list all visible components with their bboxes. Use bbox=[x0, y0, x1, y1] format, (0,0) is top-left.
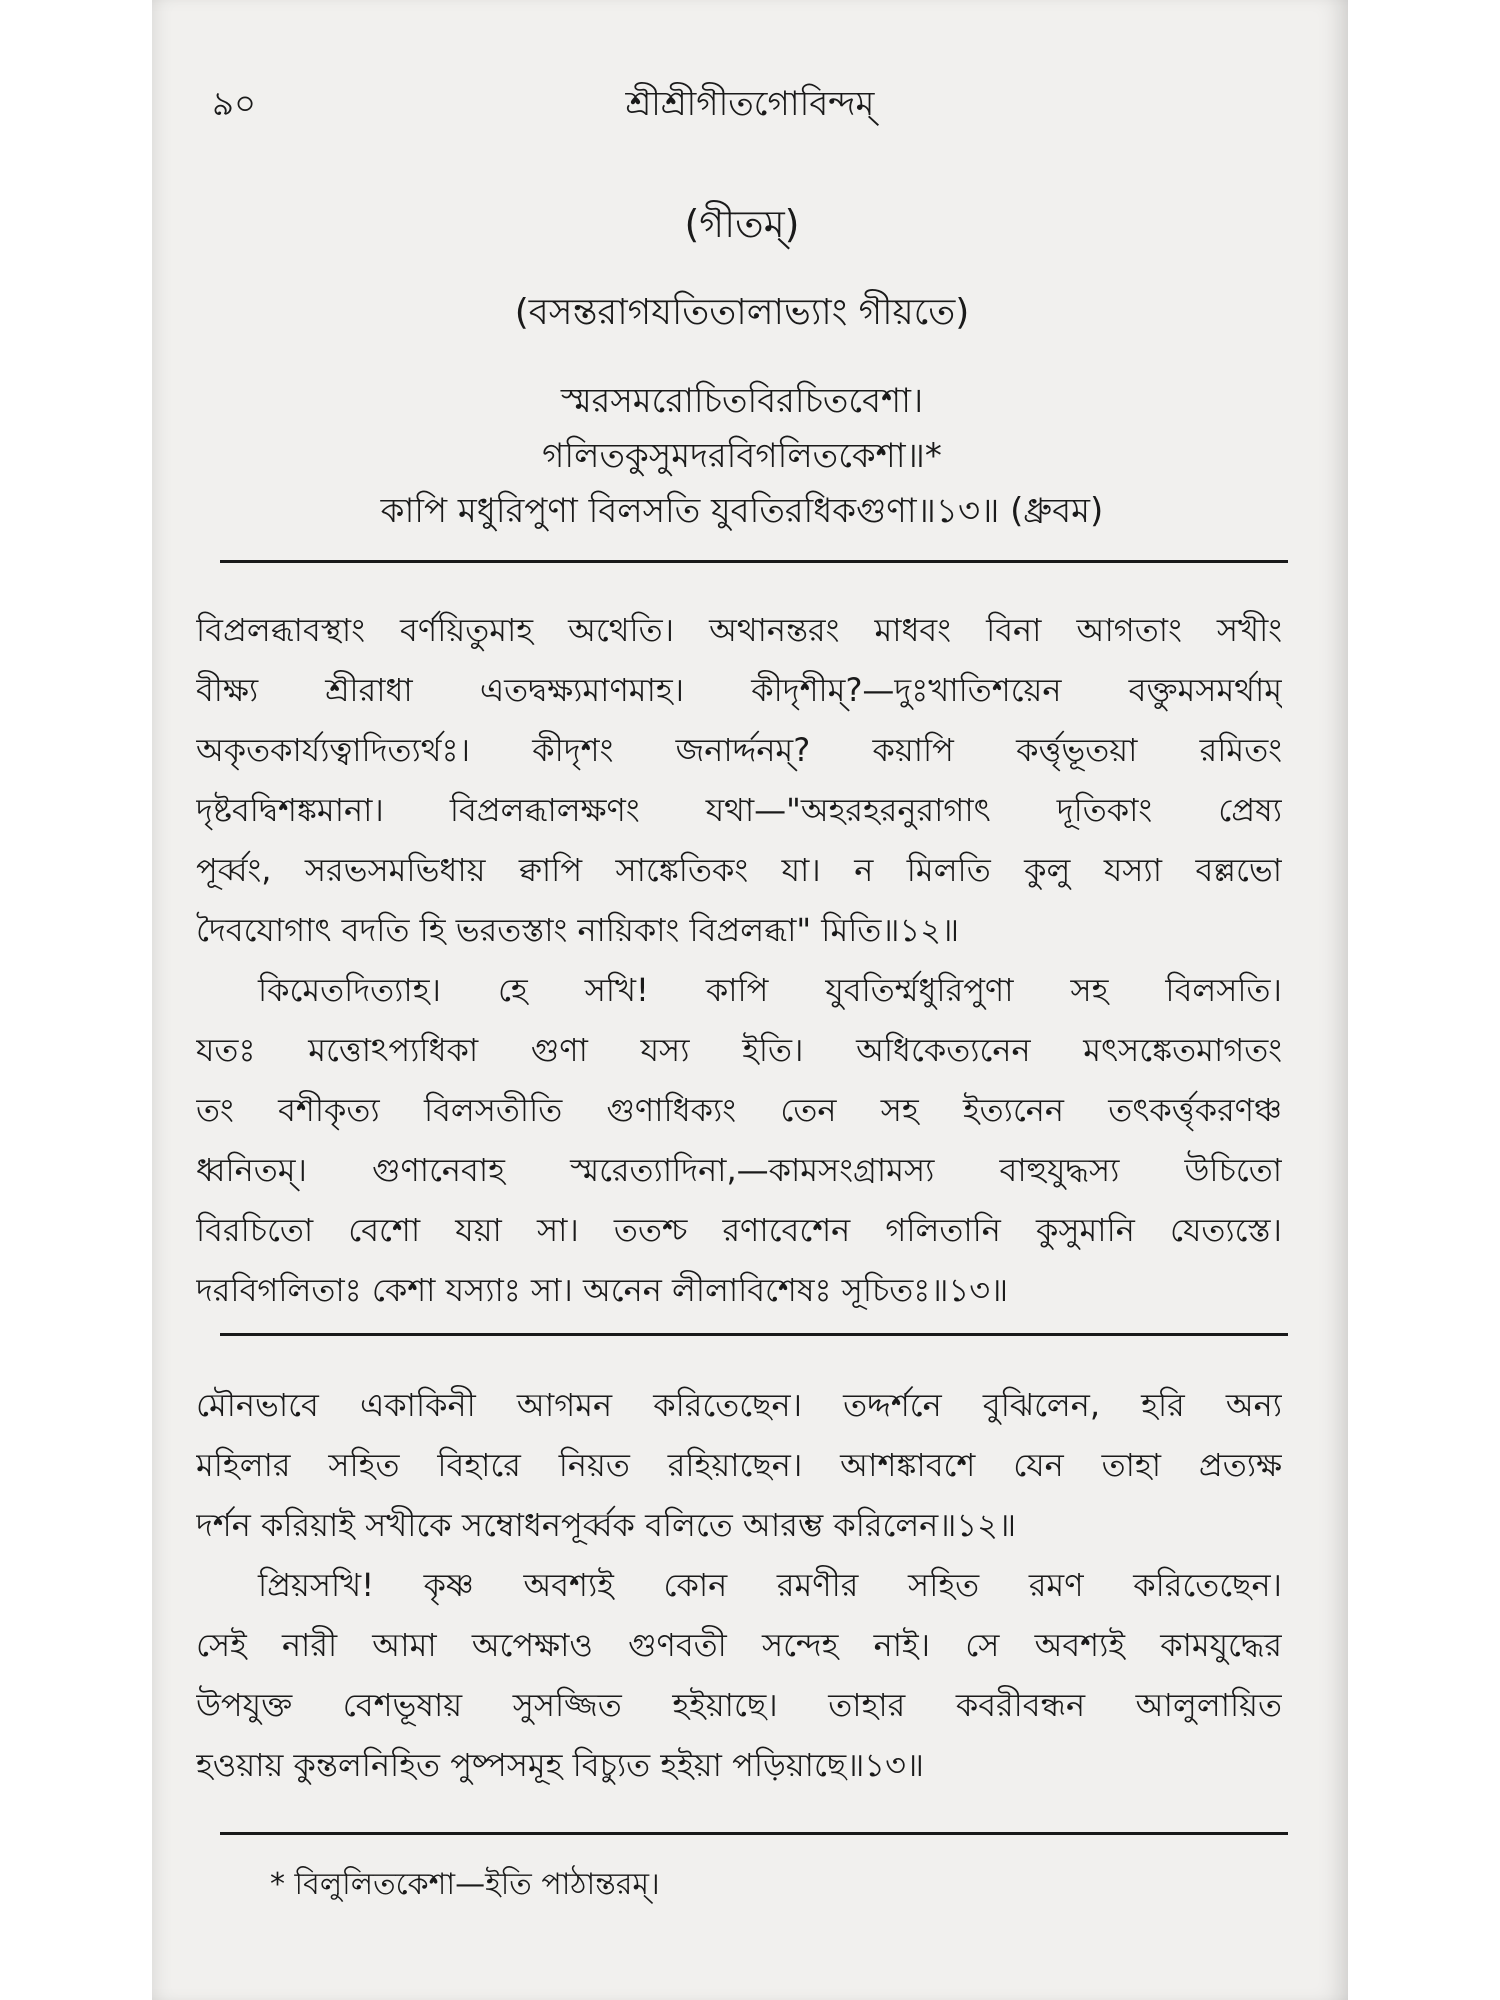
divider-rule bbox=[220, 1832, 1288, 1835]
text-line: যতঃ মত্তোঽপ্যধিকা গুণা যস্য ইতি। অধিকেত্যনেন মৎসঙ্কেতমাগতং bbox=[196, 1031, 1282, 1069]
text-line: দরবিগলিতাঃ কেশা যস্যাঃ সা। অনেন লীলাবিশেষঃ সূচিতঃ॥১৩॥ bbox=[196, 1271, 1009, 1309]
verse-refrain-line: কাপি মধুরিপুণা বিলসতি যুবতিরধিকগুণা॥১৩॥ (ধ্রুবম) bbox=[380, 491, 1104, 531]
text-line: অকৃতকার্য্যত্বাদিত্যর্থঃ। কীদৃশং জনার্দ্দনম্? কয়াপি কর্ত্তৃভূতয়া রমিতং bbox=[196, 731, 1282, 769]
text-line: দৃষ্টবদ্বিশঙ্কমানা। বিপ্রলব্ধালক্ষণং যথা—"অহরহরনুরাগাৎ দূতিকাং প্রেষ্য bbox=[196, 791, 1282, 829]
text-line: বিরচিতো বেশো যয়া সা। ততশ্চ রণাবেশেন গলিতানি কুসুমানি যেত্যস্তে। bbox=[196, 1211, 1282, 1249]
text-line: বীক্ষ্য শ্রীরাধা এতদ্বক্ষ্যমাণমাহ। কীদৃশীম্?—দুঃখাতিশয়েন বক্তুমসমর্থাম্ bbox=[196, 671, 1282, 709]
text-line: মহিলার সহিত বিহারে নিয়ত রহিয়াছেন। আশঙ্কাবশে যেন তাহা প্রত্যক্ষ bbox=[196, 1446, 1282, 1484]
text-line: পূর্ব্বং, সরভসমভিধায় ক্বাপি সাঙ্কেতিকং যা। ন মিলতি কুলু যস্যা বল্লভো bbox=[196, 851, 1282, 889]
verse-line-1: স্মরসমরোচিতবিরচিতবেশা। bbox=[560, 381, 924, 421]
commentary-paragraph-2 bbox=[196, 960, 1282, 1320]
book-page bbox=[152, 0, 1348, 2000]
text-line: সেই নারী আমা অপেক্ষাও গুণবতী সন্দেহ নাই। সে অবশ্যই কামযুদ্ধের bbox=[196, 1626, 1282, 1664]
text-line: ধ্বনিতম্। গুণানেবাহ স্মরেত্যাদিনা,—কামসংগ্রামস্য বাহুযুদ্ধস্য উচিতো bbox=[196, 1151, 1282, 1189]
commentary-paragraph-1 bbox=[196, 600, 1282, 960]
divider-rule bbox=[220, 560, 1288, 563]
text-line: বিপ্রলব্ধাবস্থাং বর্ণয়িতুমাহ অথেতি। অথানন্তরং মাধবং বিনা আগতাং সখীং bbox=[196, 611, 1282, 649]
text-line: প্রিয়সখি! কৃষ্ণ অবশ্যই কোন রমণীর সহিত রমণ করিতেছেন। bbox=[258, 1566, 1282, 1604]
song-title: (গীতম্) bbox=[684, 202, 800, 246]
page-number: ৯০ bbox=[212, 84, 257, 124]
running-title: শ্রীশ্রীগীতগোবিন্দম্ bbox=[625, 84, 875, 124]
raga-tala-line: (বসন্তরাগযতিতালাভ্যাং গীয়তে) bbox=[514, 292, 970, 333]
page-header bbox=[182, 78, 1318, 128]
text-line: উপযুক্ত বেশভূষায় সুসজ্জিত হইয়াছে। তাহার কবরীবন্ধন আলুলায়িত bbox=[196, 1686, 1282, 1724]
text-line: দৈবযোগাৎ বদতি হি ভরতস্তাং নায়িকাং বিপ্রলব্ধা" মিতি॥১২॥ bbox=[196, 911, 960, 949]
footnote: * বিলুলিতকেশা—ইতি পাঠান্তরম্। bbox=[270, 1867, 660, 1902]
divider-rule bbox=[220, 1333, 1288, 1336]
text-line: তং বশীকৃত্য বিলসতীতি গুণাধিক্যং তেন সহ ইত্যনেন তৎকর্ত্তৃকরণঞ্চ bbox=[196, 1091, 1282, 1129]
verse-line-2: গলিতকুসুমদরবিগলিতকেশা॥* bbox=[542, 436, 942, 476]
text-line: মৌনভাবে একাকিনী আগমন করিতেছেন। তদ্দর্শনে বুঝিলেন, হরি অন্য bbox=[196, 1386, 1282, 1424]
translation-paragraph-1 bbox=[196, 1375, 1282, 1555]
text-line: দর্শন করিয়াই সখীকে সম্বোধনপূর্ব্বক বলিতে আরম্ভ করিলেন॥১২॥ bbox=[196, 1506, 1017, 1544]
translation-paragraph-2 bbox=[196, 1555, 1282, 1795]
text-line: হওয়ায় কুন্তলনিহিত পুষ্পসমূহ বিচ্যুত হইয়া পড়িয়াছে॥১৩॥ bbox=[196, 1746, 924, 1784]
text-line: কিমেতদিত্যাহ। হে সখি! কাপি যুবতির্ম্মধুরিপুণা সহ বিলসতি। bbox=[258, 971, 1282, 1009]
